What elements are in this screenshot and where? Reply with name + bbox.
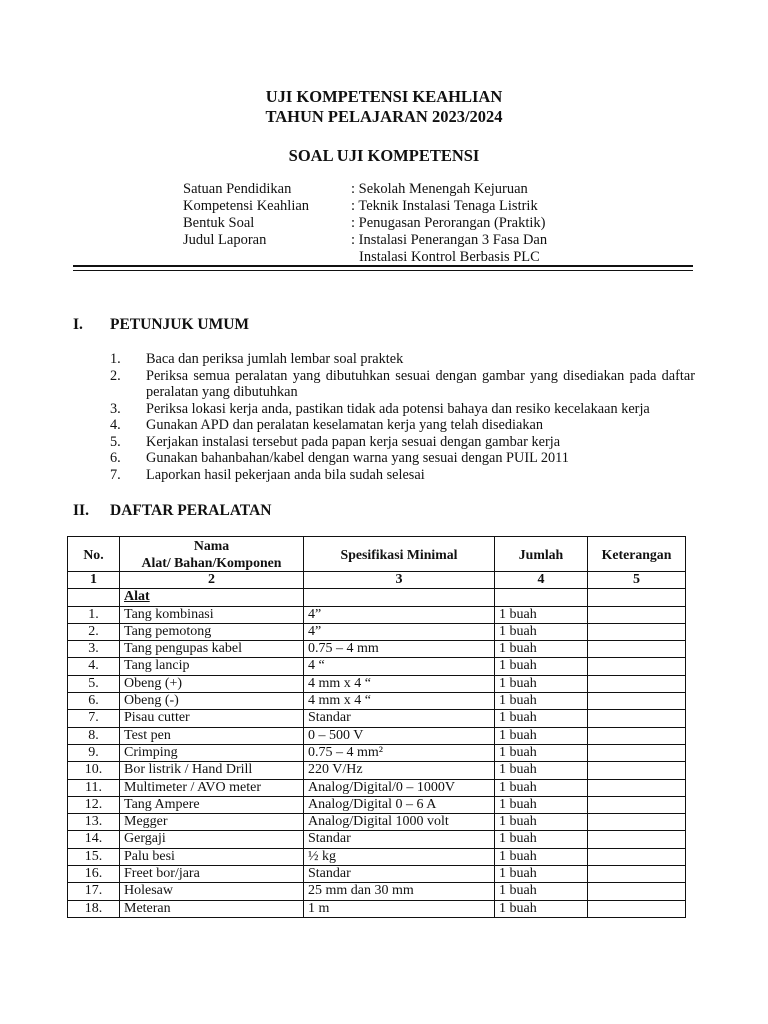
- table-row: [68, 710, 686, 727]
- table-row: [68, 727, 686, 744]
- section1-title: PETUNJUK UMUM: [110, 316, 250, 333]
- cell-no: 16.: [68, 866, 120, 883]
- cell-name: Pisau cutter: [120, 710, 304, 727]
- column-number: 4: [495, 572, 588, 589]
- cell-spec: Standar: [304, 710, 495, 727]
- header-qty: Jumlah: [495, 537, 588, 572]
- cell-name: Palu besi: [120, 848, 304, 865]
- cell-name: Obeng (-): [120, 693, 304, 710]
- column-number: 2: [120, 572, 304, 589]
- cell-qty: 1 buah: [495, 848, 588, 865]
- cell-spec: 0 – 500 V: [304, 727, 495, 744]
- cell-no: 9.: [68, 744, 120, 761]
- cell-qty: 1 buah: [495, 762, 588, 779]
- cell-no: 8.: [68, 727, 120, 744]
- cell-spec: ½ kg: [304, 848, 495, 865]
- list-item: [110, 401, 695, 418]
- cell-name: Multimeter / AVO meter: [120, 779, 304, 796]
- cell-spec: 1 m: [304, 900, 495, 917]
- info-value-form: : Penugasan Perorangan (Praktik): [351, 215, 546, 231]
- list-item: [110, 450, 695, 467]
- group-label: Alat: [124, 589, 150, 605]
- cell-no: 14.: [68, 831, 120, 848]
- header-no: No.: [68, 537, 120, 572]
- info-value-competency: : Teknik Instalasi Tenaga Listrik: [351, 198, 538, 214]
- cell-qty: 1 buah: [495, 831, 588, 848]
- cell-name: Tang pengupas kabel: [120, 641, 304, 658]
- list-item: [110, 434, 695, 451]
- cell-empty: [68, 589, 120, 606]
- cell-note: [588, 831, 686, 848]
- cell-note: [588, 693, 686, 710]
- cell-name: Obeng (+): [120, 675, 304, 692]
- cell-name: Crimping: [120, 744, 304, 761]
- cell-spec: 4 mm x 4 “: [304, 693, 495, 710]
- cell-qty: 1 buah: [495, 606, 588, 623]
- cell-qty: 1 buah: [495, 710, 588, 727]
- cell-name: Megger: [120, 814, 304, 831]
- cell-spec: 4”: [304, 623, 495, 640]
- header-name: [120, 537, 304, 572]
- column-number: 3: [304, 572, 495, 589]
- cell-qty: 1 buah: [495, 900, 588, 917]
- group-label-cell: [120, 589, 304, 606]
- cell-spec: 4 mm x 4 “: [304, 675, 495, 692]
- table-row: [68, 900, 686, 917]
- list-item-number: 5.: [110, 433, 121, 450]
- cell-spec: 4 “: [304, 658, 495, 675]
- cell-no: 17.: [68, 883, 120, 900]
- section1-number: I.: [73, 316, 83, 333]
- table-row: [68, 641, 686, 658]
- list-item-number: 4.: [110, 417, 121, 433]
- cell-spec: Analog/Digital/0 – 1000V: [304, 779, 495, 796]
- cell-note: [588, 727, 686, 744]
- cell-qty: 1 buah: [495, 693, 588, 710]
- cell-no: 5.: [68, 675, 120, 692]
- cell-note: [588, 779, 686, 796]
- academic-year: TAHUN PELAJARAN 2023/2024: [265, 107, 503, 126]
- info-label-report: Judul Laporan: [183, 232, 267, 248]
- info-value-report: : Instalasi Penerangan 3 Fasa Dan: [351, 232, 548, 248]
- cell-note: [588, 744, 686, 761]
- document-title: UJI KOMPETENSI KEAHLIAN: [265, 87, 503, 106]
- table-row: [68, 796, 686, 813]
- header-note: Keterangan: [588, 537, 686, 572]
- table-row: [68, 658, 686, 675]
- cell-no: 1.: [68, 606, 120, 623]
- cell-qty: 1 buah: [495, 883, 588, 900]
- cell-qty: 1 buah: [495, 727, 588, 744]
- cell-note: [588, 623, 686, 640]
- cell-name: Tang lancip: [120, 658, 304, 675]
- list-item-text: Kerjakan instalasi tersebut pada papan kerja sesuai dengan gambar kerja: [146, 433, 561, 450]
- equipment-table: [67, 536, 686, 918]
- table-row: [68, 883, 686, 900]
- cell-spec: Analog/Digital 1000 volt: [304, 814, 495, 831]
- section2-title: DAFTAR PERALATAN: [110, 502, 272, 519]
- cell-note: [588, 883, 686, 900]
- cell-note: [588, 710, 686, 727]
- info-label-form: Bentuk Soal: [183, 215, 255, 231]
- list-item: [110, 351, 695, 368]
- header-rule-thin: [73, 270, 693, 271]
- cell-spec: 25 mm dan 30 mm: [304, 883, 495, 900]
- cell-name: Freet bor/jara: [120, 866, 304, 883]
- list-item-number: 3.: [110, 400, 121, 417]
- cell-note: [588, 848, 686, 865]
- instructions-list: [110, 351, 695, 483]
- cell-spec: 0.75 – 4 mm²: [304, 744, 495, 761]
- cell-spec: 220 V/Hz: [304, 762, 495, 779]
- cell-note: [588, 641, 686, 658]
- cell-spec: Analog/Digital 0 – 6 A: [304, 796, 495, 813]
- cell-spec: Standar: [304, 866, 495, 883]
- table-row: [68, 606, 686, 623]
- cell-no: 4.: [68, 658, 120, 675]
- list-item-number: 1.: [110, 351, 121, 367]
- list-item: [110, 417, 695, 434]
- cell-no: 6.: [68, 693, 120, 710]
- cell-spec: 0.75 – 4 mm: [304, 641, 495, 658]
- cell-qty: 1 buah: [495, 744, 588, 761]
- info-value-school: : Sekolah Menengah Kejuruan: [351, 181, 528, 197]
- cell-qty: 1 buah: [495, 658, 588, 675]
- cell-note: [588, 866, 686, 883]
- table-row: [68, 693, 686, 710]
- list-item-text: Baca dan periksa jumlah lembar soal praktek: [146, 351, 404, 367]
- cell-spec: Standar: [304, 831, 495, 848]
- cell-note: [588, 900, 686, 917]
- list-item: [110, 467, 695, 484]
- list-item-text: Periksa semua peralatan yang dibutuhkan sesuai dengan gambar yang disediakan pada daftar peralatan yang dibutuhkan: [146, 367, 695, 400]
- table-header-row: [68, 537, 686, 572]
- cell-qty: 1 buah: [495, 675, 588, 692]
- cell-name: Tang pemotong: [120, 623, 304, 640]
- cell-note: [588, 814, 686, 831]
- cell-no: 11.: [68, 779, 120, 796]
- header-name-line1: Nama: [193, 538, 230, 553]
- column-number-row: [68, 572, 686, 589]
- cell-no: 13.: [68, 814, 120, 831]
- info-label-competency: Kompetensi Keahlian: [183, 198, 310, 214]
- list-item-number: 2.: [110, 367, 121, 384]
- list-item-text: Periksa lokasi kerja anda, pastikan tidak ada potensi bahaya dan resiko kecelakaan kerja: [146, 400, 650, 417]
- cell-no: 7.: [68, 710, 120, 727]
- cell-qty: 1 buah: [495, 814, 588, 831]
- table-row: [68, 762, 686, 779]
- column-number: 1: [68, 572, 120, 589]
- document-subtitle: SOAL UJI KOMPETENSI: [288, 146, 480, 165]
- cell-note: [588, 606, 686, 623]
- table-row: [68, 744, 686, 761]
- info-label-school: Satuan Pendidikan: [183, 181, 292, 197]
- list-item-text: Laporkan hasil pekerjaan anda bila sudah selesai: [146, 466, 425, 483]
- table-row: [68, 675, 686, 692]
- cell-no: 15.: [68, 848, 120, 865]
- cell-qty: 1 buah: [495, 779, 588, 796]
- section2-number: II.: [73, 502, 89, 519]
- cell-name: Tang kombinasi: [120, 606, 304, 623]
- header-spec: Spesifikasi Minimal: [304, 537, 495, 572]
- cell-qty: 1 buah: [495, 866, 588, 883]
- group-row: [68, 589, 686, 606]
- list-item-text: Gunakan bahanbahan/kabel dengan warna yang sesuai dengan PUIL 2011: [146, 450, 569, 466]
- cell-no: 18.: [68, 900, 120, 917]
- table-row: [68, 623, 686, 640]
- header-rule-thick: [73, 265, 693, 267]
- header-name-line2: Alat/ Bahan/Komponen: [141, 555, 282, 570]
- cell-name: Holesaw: [120, 883, 304, 900]
- table-row: [68, 814, 686, 831]
- table-row: [68, 866, 686, 883]
- cell-note: [588, 762, 686, 779]
- cell-no: 2.: [68, 623, 120, 640]
- cell-name: Test pen: [120, 727, 304, 744]
- cell-note: [588, 658, 686, 675]
- cell-no: 3.: [68, 641, 120, 658]
- list-item-number: 6.: [110, 450, 121, 466]
- cell-name: Gergaji: [120, 831, 304, 848]
- cell-no: 10.: [68, 762, 120, 779]
- cell-name: Bor listrik / Hand Drill: [120, 762, 304, 779]
- cell-empty: [588, 589, 686, 606]
- cell-no: 12.: [68, 796, 120, 813]
- cell-spec: 4”: [304, 606, 495, 623]
- cell-qty: 1 buah: [495, 641, 588, 658]
- cell-empty: [495, 589, 588, 606]
- cell-note: [588, 675, 686, 692]
- table-row: [68, 779, 686, 796]
- cell-name: Tang Ampere: [120, 796, 304, 813]
- cell-qty: 1 buah: [495, 623, 588, 640]
- list-item-number: 7.: [110, 466, 121, 483]
- cell-name: Meteran: [120, 900, 304, 917]
- list-item: [110, 368, 695, 401]
- cell-note: [588, 796, 686, 813]
- table-row: [68, 831, 686, 848]
- cell-qty: 1 buah: [495, 796, 588, 813]
- table-row: [68, 848, 686, 865]
- column-number: 5: [588, 572, 686, 589]
- cell-empty: [304, 589, 495, 606]
- list-item-text: Gunakan APD dan peralatan keselamatan kerja yang telah disediakan: [146, 417, 543, 433]
- info-value-report-continued: Instalasi Kontrol Berbasis PLC: [359, 249, 540, 265]
